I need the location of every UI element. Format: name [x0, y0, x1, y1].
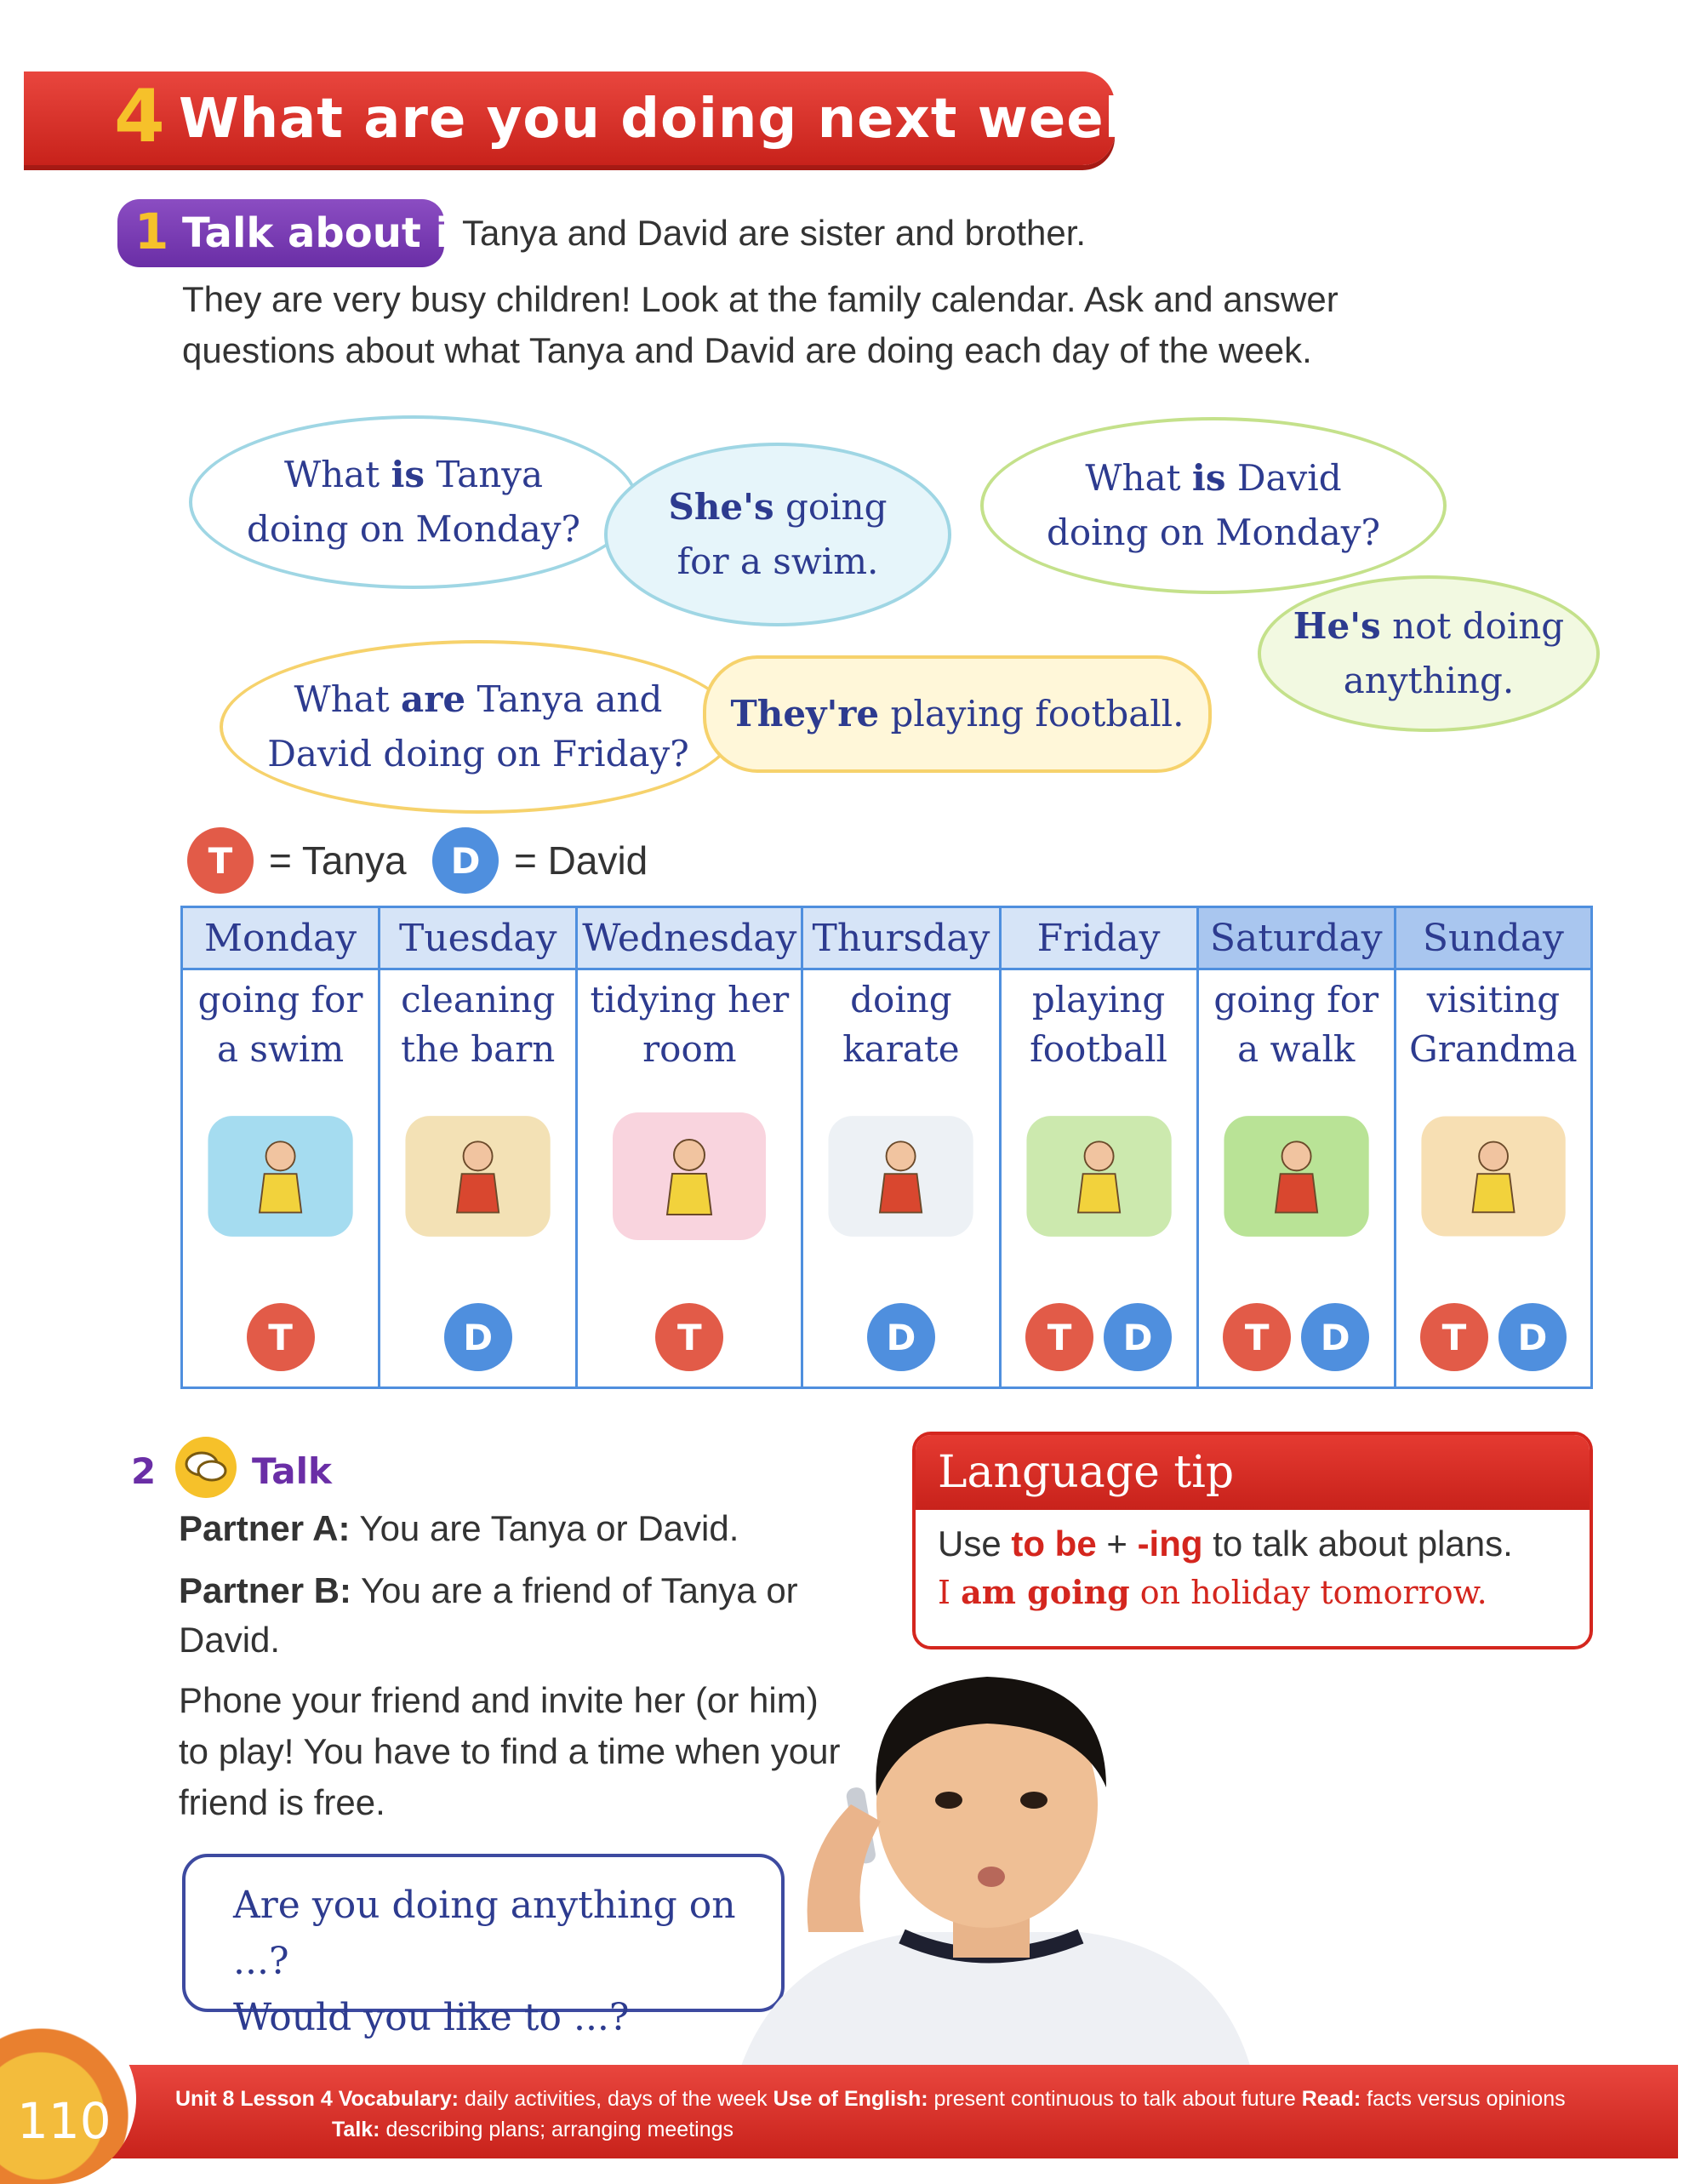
david-marker: D [867, 1303, 935, 1371]
bubble-question-tanya: What is Tanya doing on Monday? [189, 415, 638, 589]
bubble-answer-both: They're playing football. [703, 655, 1212, 773]
legend-tanya-label: = Tanya [269, 838, 407, 883]
day-activity: going for a walk [1213, 979, 1379, 1070]
david-marker: D [1498, 1303, 1567, 1371]
boy-on-phone-photo [706, 1651, 1251, 2068]
activity-illustration [1019, 1095, 1179, 1257]
partner-a-text: Partner A: You are Tanya or David. [179, 1508, 739, 1548]
section1-number: 1 [134, 203, 169, 260]
day-heading: Monday [183, 908, 378, 970]
david-marker: D [1301, 1303, 1369, 1371]
phrase-1: Are you doing anything on ...? [233, 1884, 736, 1983]
day-heading: Friday [1002, 908, 1196, 970]
calendar-day-thursday [803, 908, 1001, 1386]
day-heading: Sunday [1396, 908, 1590, 970]
calendar-day-sunday [1396, 908, 1590, 1386]
day-activity: visiting Grandma [1409, 979, 1578, 1070]
day-activity: tidying her room [590, 979, 790, 1070]
day-heading: Tuesday [380, 908, 575, 970]
lesson-number: 4 [114, 74, 165, 159]
legend-david-label: = David [514, 838, 648, 883]
language-tip-title: Language tip [916, 1435, 1590, 1510]
speech-bubbles-icon [175, 1437, 237, 1498]
phone-instructions: Phone your friend and invite her (or him) to play! You have to find a time when your friend is free. [179, 1680, 841, 1822]
language-tip-box [912, 1432, 1593, 1649]
phrase-2: Would you like to ...? [233, 1996, 630, 2039]
activity-illustration [595, 1095, 784, 1257]
tanya-marker: T [1025, 1303, 1093, 1371]
bubble-question-david: What is David doing on Monday? [980, 417, 1447, 594]
useful-phrases-box [182, 1854, 785, 2039]
day-heading: Wednesday [578, 908, 801, 970]
participant-markers [803, 1303, 998, 1371]
calendar-day-monday [183, 908, 380, 1386]
intro-paragraph: They are very busy children! Look at the family calendar. Ask and answer questions about what Tanya and David are doing each day of the week. [182, 279, 1339, 370]
page-number: 110 [17, 2092, 111, 2150]
participant-markers [1396, 1303, 1590, 1371]
tanya-marker: T [247, 1303, 315, 1371]
tanya-marker: T [1223, 1303, 1291, 1371]
activity-illustration [1216, 1095, 1377, 1257]
legend-david-marker: D [432, 827, 499, 894]
calendar-day-tuesday [380, 908, 578, 1386]
tanya-marker: T [1420, 1303, 1488, 1371]
footer-bar [24, 2065, 1678, 2158]
language-tip-example: I am going on holiday tomorrow. [938, 1573, 1487, 1611]
section2-label: Talk [252, 1450, 332, 1492]
legend-tanya-marker: T [187, 827, 254, 894]
bubble-question-both: What are Tanya and David doing on Friday? [220, 640, 737, 814]
day-heading: Thursday [803, 908, 998, 970]
footer-syllabus-line2: Talk: describing plans; arranging meetings [332, 2118, 734, 2141]
section1-label: Talk about it [182, 209, 469, 257]
footer-syllabus-line1: Unit 8 Lesson 4 Vocabulary: daily activities, days of the week Use of English: present continuous to talk about future Read: facts versus opinions [175, 2087, 1566, 2111]
day-activity: cleaning the barn [401, 979, 556, 1070]
calendar-day-wednesday [578, 908, 803, 1386]
intro-line: Tanya and David are sister and brother. [462, 213, 1087, 253]
calendar-day-friday [1002, 908, 1199, 1386]
partner-b-text: Partner B: You are a friend of Tanya or David. [179, 1570, 798, 1660]
participant-markers [183, 1303, 378, 1371]
calendar-day-saturday [1199, 908, 1396, 1386]
participant-markers [1199, 1303, 1394, 1371]
bubble-answer-david: He's not doing anything. [1258, 575, 1600, 732]
bubble-answer-tanya: She's going for a swim. [604, 443, 951, 626]
david-marker: D [1104, 1303, 1172, 1371]
tanya-marker: T [655, 1303, 723, 1371]
participant-markers [380, 1303, 575, 1371]
day-activity: going for a swim [197, 979, 363, 1070]
page-title: What are you doing next week? [179, 88, 1174, 151]
participant-markers [578, 1303, 801, 1371]
activity-illustration [397, 1095, 558, 1257]
section2-number: 2 [131, 1450, 157, 1492]
day-activity: doing karate [842, 979, 960, 1070]
day-activity: playing football [1030, 979, 1167, 1070]
david-marker: D [444, 1303, 512, 1371]
activity-illustration [1413, 1095, 1573, 1257]
activity-illustration [820, 1095, 981, 1257]
family-calendar [180, 906, 1593, 1389]
activity-illustration [200, 1095, 361, 1257]
language-tip-rule: Use to be + -ing to talk about plans. [938, 1524, 1513, 1564]
day-heading: Saturday [1199, 908, 1394, 970]
participant-markers [1002, 1303, 1196, 1371]
